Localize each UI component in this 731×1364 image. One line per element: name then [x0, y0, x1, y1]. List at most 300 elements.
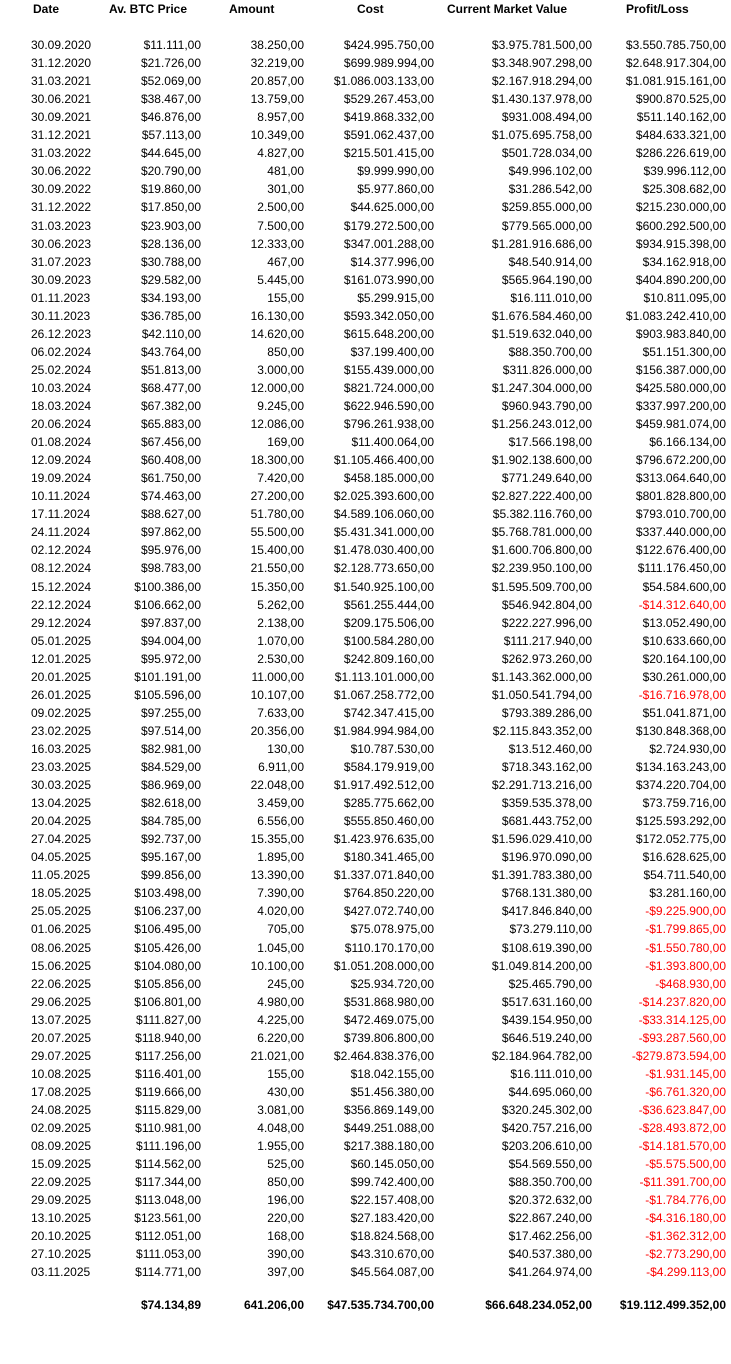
cell-current-market-value: $203.206.610,00	[501, 1139, 592, 1153]
cell-av-btc-price: $29.582,00	[140, 273, 201, 287]
cell-av-btc-price: $99.856,00	[140, 868, 201, 882]
cell-amount: 5.262,00	[257, 598, 304, 612]
cell-av-btc-price: $86.969,00	[140, 778, 201, 792]
cell-amount: 2.530,00	[257, 652, 304, 666]
cell-profit-loss: $111.176.450,00	[637, 561, 726, 575]
table-row	[0, 361, 731, 379]
cell-current-market-value: $88.350.700,00	[508, 1175, 592, 1189]
cell-amount: 20.857,00	[250, 74, 304, 88]
cell-current-market-value: $311.826.000,00	[502, 363, 592, 377]
cell-profit-loss: $30.261.000,00	[642, 670, 726, 684]
cell-amount: 169,00	[267, 435, 304, 449]
cell-current-market-value: $1.676.584.460,00	[491, 309, 592, 323]
cell-cost: $22.157.408,00	[350, 1193, 434, 1207]
cell-profit-loss: $34.162.918,00	[642, 255, 726, 269]
cell-cost: $60.145.050,00	[350, 1157, 434, 1171]
cell-current-market-value: $718.343.162,00	[501, 760, 592, 774]
cell-current-market-value: $546.942.804,00	[501, 598, 592, 612]
table-row	[0, 1101, 731, 1119]
cell-av-btc-price: $30.788,00	[140, 255, 201, 269]
cell-amount: 3.459,00	[257, 796, 304, 810]
cell-cost: $699.989.994,00	[343, 56, 434, 70]
cell-profit-loss: $484.633.321,00	[635, 128, 726, 142]
cell-cost: $555.850.460,00	[343, 814, 434, 828]
cell-date: 27.10.2025	[31, 1247, 92, 1261]
table-row	[0, 289, 731, 307]
cell-av-btc-price: $68.477,00	[140, 381, 201, 395]
cell-av-btc-price: $113.048,00	[135, 1193, 201, 1207]
cell-av-btc-price: $82.981,00	[140, 742, 201, 756]
cell-amount: 2.138,00	[257, 616, 304, 630]
cell-profit-loss: $51.151.300,00	[642, 345, 726, 359]
cell-cost: $179.272.500,00	[343, 219, 434, 233]
cell-cost: $458.185.000,00	[343, 471, 434, 485]
cell-av-btc-price: $97.837,00	[140, 616, 201, 630]
table-row	[0, 1227, 731, 1245]
cell-profit-loss: -$1.550.780,00	[645, 941, 726, 955]
cell-date: 25.02.2024	[31, 363, 92, 377]
cell-current-market-value: $359.535.378,00	[501, 796, 592, 810]
cell-cost: $561.255.444,00	[343, 598, 434, 612]
cell-av-btc-price: $34.193,00	[140, 291, 201, 305]
cell-amount: 168,00	[267, 1229, 304, 1243]
table-row	[0, 433, 731, 451]
cell-amount: 10.349,00	[250, 128, 304, 142]
cell-profit-loss: $374.220.704,00	[635, 778, 726, 792]
table-row	[0, 830, 731, 848]
cell-cost: $2.464.838.376,00	[333, 1049, 434, 1063]
cell-av-btc-price: $111.196,00	[136, 1139, 201, 1153]
table-row	[0, 415, 731, 433]
cell-cost: $2.025.393.600,00	[333, 489, 434, 503]
cell-profit-loss: $1.081.915.161,00	[625, 74, 726, 88]
cell-date: 22.12.2024	[31, 598, 92, 612]
cell-profit-loss: $900.870.525,00	[635, 92, 726, 106]
cell-date: 18.03.2024	[31, 399, 92, 413]
cell-amount: 220,00	[267, 1211, 304, 1225]
cell-av-btc-price: $67.382,00	[140, 399, 201, 413]
table-row	[0, 1029, 731, 1047]
cell-profit-loss: -$36.623.847,00	[638, 1103, 726, 1117]
table-row	[0, 939, 731, 957]
cell-profit-loss: $125.593.292,00	[635, 814, 726, 828]
cell-profit-loss: -$9.225.900,00	[645, 904, 726, 918]
cell-profit-loss: -$28.493.872,00	[638, 1121, 726, 1135]
cell-cost: $1.540.925.100,00	[333, 580, 434, 594]
cell-amount: 196,00	[267, 1193, 304, 1207]
cell-current-market-value: $16.111.010,00	[510, 1067, 592, 1081]
cell-current-market-value: $565.964.190,00	[501, 273, 592, 287]
cell-date: 20.10.2025	[31, 1229, 92, 1243]
cell-cost: $110.170.170,00	[344, 941, 434, 955]
cell-current-market-value: $259.855.000,00	[501, 200, 592, 214]
cell-av-btc-price: $38.467,00	[140, 92, 201, 106]
cell-profit-loss: $2.724.930,00	[649, 742, 726, 756]
cell-cost: $591.062.437,00	[343, 128, 434, 142]
cell-profit-loss: $54.711.540,00	[643, 868, 726, 882]
table-row	[0, 523, 731, 541]
cell-profit-loss: -$33.314.125,00	[638, 1013, 726, 1027]
cell-av-btc-price: $52.069,00	[140, 74, 201, 88]
table-row	[0, 72, 731, 90]
cell-date: 10.08.2025	[31, 1067, 92, 1081]
cell-current-market-value: $17.566.198,00	[508, 435, 592, 449]
cell-profit-loss: -$5.575.500,00	[645, 1157, 726, 1171]
cell-amount: 705,00	[267, 922, 304, 936]
cell-cost: $529.267.453,00	[343, 92, 434, 106]
cell-current-market-value: $1.281.916.686,00	[491, 237, 592, 251]
cell-av-btc-price: $97.255,00	[140, 706, 201, 720]
cell-current-market-value: $1.075.695.758,00	[491, 128, 592, 142]
cell-amount: 850,00	[267, 1175, 304, 1189]
cell-cost: $4.589.106.060,00	[333, 507, 434, 521]
cell-date: 17.08.2025	[31, 1085, 92, 1099]
cell-cost: $1.086.003.133,00	[333, 74, 434, 88]
table-row	[0, 271, 731, 289]
table-row	[0, 487, 731, 505]
cell-current-market-value: $517.631.160,00	[501, 995, 592, 1009]
table-row	[0, 343, 731, 361]
header-profit-loss: Profit/Loss	[626, 2, 689, 16]
cell-cost: $155.439.000,00	[343, 363, 434, 377]
cell-current-market-value: $5.768.781.000,00	[491, 525, 592, 539]
cell-profit-loss: -$93.287.560,00	[638, 1031, 726, 1045]
table-row	[0, 902, 731, 920]
cell-amount: 22.048,00	[250, 778, 304, 792]
cell-cost: $419.868.332,00	[343, 110, 434, 124]
cell-amount: 130,00	[267, 742, 304, 756]
cell-av-btc-price: $110.981,00	[135, 1121, 201, 1135]
cell-cost: $14.377.996,00	[350, 255, 434, 269]
cell-date: 31.03.2021	[31, 74, 92, 88]
cell-amount: 481,00	[267, 164, 304, 178]
cell-cost: $427.072.740,00	[343, 904, 434, 918]
cell-av-btc-price: $42.110,00	[141, 327, 201, 341]
cell-av-btc-price: $84.785,00	[140, 814, 201, 828]
cell-current-market-value: $17.462.256,00	[508, 1229, 592, 1243]
cell-profit-loss: $122.676.400,00	[635, 543, 726, 557]
cell-date: 20.07.2025	[31, 1031, 92, 1045]
cell-current-market-value: $108.619.390,00	[501, 941, 592, 955]
cell-av-btc-price: $74.463,00	[140, 489, 201, 503]
cell-current-market-value: $1.391.783.380,00	[491, 868, 592, 882]
cell-current-market-value: $40.537.380,00	[508, 1247, 592, 1261]
cell-profit-loss: $459.981.074,00	[635, 417, 726, 431]
table-row	[0, 1245, 731, 1263]
table-row	[0, 1155, 731, 1173]
table-row	[0, 1173, 731, 1191]
cell-av-btc-price: $97.514,00	[140, 724, 201, 738]
cell-date: 12.01.2025	[31, 652, 92, 666]
cell-av-btc-price: $114.562,00	[135, 1157, 201, 1171]
cell-profit-loss: -$279.873.594,00	[631, 1049, 726, 1063]
cell-date: 31.12.2022	[31, 200, 92, 214]
cell-amount: 525,00	[267, 1157, 304, 1171]
cell-cost: $11.400.064,00	[351, 435, 434, 449]
cell-current-market-value: $1.595.509.700,00	[491, 580, 592, 594]
cell-amount: 3.000,00	[257, 363, 304, 377]
cell-cost: $180.341.465,00	[343, 850, 434, 864]
cell-av-btc-price: $105.426,00	[134, 941, 201, 955]
cell-av-btc-price: $101.191,00	[134, 670, 201, 684]
cell-cost: $37.199.400,00	[350, 345, 434, 359]
cell-date: 25.05.2025	[31, 904, 92, 918]
cell-cost: $593.342.050,00	[343, 309, 434, 323]
cell-date: 30.03.2025	[31, 778, 92, 792]
cell-av-btc-price: $117.344,00	[135, 1175, 201, 1189]
table-row	[0, 1065, 731, 1083]
cell-profit-loss: $425.580.000,00	[635, 381, 726, 395]
cell-amount: 10.100,00	[250, 959, 304, 973]
cell-profit-loss: $903.983.840,00	[635, 327, 726, 341]
table-row	[0, 1083, 731, 1101]
cell-amount: 1.895,00	[257, 850, 304, 864]
header-amount: Amount	[229, 2, 275, 16]
cell-current-market-value: $771.249.640,00	[501, 471, 592, 485]
cell-av-btc-price: $104.080,00	[134, 959, 201, 973]
cell-date: 31.07.2023	[31, 255, 92, 269]
table-row	[0, 1209, 731, 1227]
cell-current-market-value: $54.569.550,00	[508, 1157, 592, 1171]
table-row	[0, 541, 731, 559]
cell-date: 02.12.2024	[31, 543, 92, 557]
cell-current-market-value: $20.372.632,00	[508, 1193, 592, 1207]
cell-current-market-value: $1.902.138.600,00	[491, 453, 592, 467]
cell-cost: $1.113.101.000,00	[334, 670, 434, 684]
cell-date: 30.09.2020	[31, 38, 92, 52]
table-row	[0, 235, 731, 253]
cell-current-market-value: $420.757.216,00	[501, 1121, 592, 1135]
cell-cost: $531.868.980,00	[343, 995, 434, 1009]
cell-profit-loss: $215.230.000,00	[635, 200, 726, 214]
cell-amount: 397,00	[267, 1265, 304, 1279]
cell-av-btc-price: $95.972,00	[140, 652, 201, 666]
table-row	[0, 253, 731, 271]
cell-cost: $622.946.590,00	[343, 399, 434, 413]
cell-cost: $10.787.530,00	[350, 742, 434, 756]
cell-profit-loss: -$1.784.776,00	[645, 1193, 726, 1207]
cell-cost: $27.183.420,00	[350, 1211, 434, 1225]
header-av-btc-price: Av. BTC Price	[109, 2, 188, 16]
table-row	[0, 451, 731, 469]
cell-date: 01.06.2025	[31, 922, 92, 936]
table-row	[0, 90, 731, 108]
cell-current-market-value: $222.227.996,00	[501, 616, 592, 630]
table-row	[0, 776, 731, 794]
cell-av-btc-price: $43.764,00	[140, 345, 201, 359]
cell-profit-loss: $39.996.112,00	[643, 164, 726, 178]
cell-cost: $5.977.860,00	[357, 182, 434, 196]
cell-profit-loss: $20.164.100,00	[642, 652, 726, 666]
cell-av-btc-price: $84.529,00	[140, 760, 201, 774]
cell-av-btc-price: $57.113,00	[141, 128, 201, 142]
table-row	[0, 379, 731, 397]
cell-cost: $1.067.258.772,00	[333, 688, 434, 702]
cell-av-btc-price: $111.827,00	[136, 1013, 201, 1027]
cell-cost: $615.648.200,00	[343, 327, 434, 341]
cell-current-market-value: $1.143.362.000,00	[491, 670, 592, 684]
cell-cost: $742.347.415,00	[343, 706, 434, 720]
cell-av-btc-price: $60.408,00	[140, 453, 201, 467]
cell-date: 13.10.2025	[31, 1211, 92, 1225]
cell-av-btc-price: $123.561,00	[134, 1211, 201, 1225]
cell-current-market-value: $931.008.494,00	[501, 110, 592, 124]
cell-current-market-value: $2.291.713.216,00	[491, 778, 592, 792]
table-row	[0, 866, 731, 884]
cell-current-market-value: $501.728.034,00	[501, 146, 592, 160]
cell-cost: $9.999.990,00	[357, 164, 434, 178]
cell-current-market-value: $439.154.950,00	[501, 1013, 592, 1027]
cell-current-market-value: $111.217.940,00	[503, 634, 592, 648]
cell-av-btc-price: $21.726,00	[140, 56, 201, 70]
cell-av-btc-price: $51.813,00	[140, 363, 201, 377]
cell-cost: $1.105.466.400,00	[333, 453, 434, 467]
cell-profit-loss: -$2.773.290,00	[645, 1247, 726, 1261]
cell-av-btc-price: $106.801,00	[134, 995, 201, 1009]
cell-cost: $45.564.087,00	[350, 1265, 434, 1279]
cell-current-market-value: $13.512.460,00	[508, 742, 592, 756]
table-row	[0, 162, 731, 180]
cell-amount: 18.300,00	[250, 453, 304, 467]
cell-current-market-value: $1.600.706.800,00	[491, 543, 592, 557]
cell-av-btc-price: $20.790,00	[140, 164, 201, 178]
table-row	[0, 217, 731, 235]
cell-date: 20.01.2025	[31, 670, 92, 684]
cell-av-btc-price: $92.737,00	[140, 832, 201, 846]
cell-current-market-value: $3.348.907.298,00	[491, 56, 592, 70]
cell-current-market-value: $3.975.781.500,00	[491, 38, 592, 52]
cell-date: 01.08.2024	[31, 435, 92, 449]
cell-profit-loss: $54.584.600,00	[642, 580, 726, 594]
cell-amount: 21.550,00	[250, 561, 304, 575]
table-row	[0, 704, 731, 722]
cell-cost: $99.742.400,00	[350, 1175, 434, 1189]
cell-date: 15.09.2025	[31, 1157, 92, 1171]
cell-profit-loss: $73.759.716,00	[642, 796, 726, 810]
cell-amount: 7.390,00	[257, 886, 304, 900]
cell-cost: $25.934.720,00	[350, 977, 434, 991]
cell-cost: $215.501.415,00	[343, 146, 434, 160]
cell-amount: 4.020,00	[257, 904, 304, 918]
cell-current-market-value: $2.239.950.100,00	[491, 561, 592, 575]
cell-amount: 9.245,00	[257, 399, 304, 413]
cell-av-btc-price: $95.976,00	[140, 543, 201, 557]
cell-amount: 38.250,00	[250, 38, 304, 52]
cell-amount: 15.350,00	[250, 580, 304, 594]
cell-amount: 27.200,00	[250, 489, 304, 503]
total-profit-loss: $19.112.499.352,00	[619, 1298, 726, 1312]
cell-current-market-value: $31.286.542,00	[508, 182, 592, 196]
cell-current-market-value: $16.111.010,00	[510, 291, 592, 305]
table-row	[0, 325, 731, 343]
cell-av-btc-price: $106.237,00	[134, 904, 201, 918]
cell-profit-loss: $600.292.500,00	[635, 219, 726, 233]
cell-date: 13.07.2025	[31, 1013, 92, 1027]
cell-current-market-value: $44.695.060,00	[508, 1085, 592, 1099]
cell-av-btc-price: $119.666,00	[135, 1085, 201, 1099]
cell-av-btc-price: $17.850,00	[140, 200, 201, 214]
cell-av-btc-price: $105.856,00	[134, 977, 201, 991]
cell-cost: $51.456.380,00	[350, 1085, 434, 1099]
cell-current-market-value: $1.256.243.012,00	[491, 417, 592, 431]
cell-av-btc-price: $106.662,00	[134, 598, 201, 612]
cell-profit-loss: $2.648.917.304,00	[625, 56, 726, 70]
cell-amount: 4.827,00	[257, 146, 304, 160]
table-row	[0, 36, 731, 54]
cell-cost: $449.251.088,00	[343, 1121, 434, 1135]
cell-cost: $209.175.506,00	[343, 616, 434, 630]
cell-cost: $18.042.155,00	[350, 1067, 434, 1081]
cell-cost: $242.809.160,00	[343, 652, 434, 666]
cell-av-btc-price: $11.111,00	[143, 38, 201, 52]
cell-profit-loss: -$1.799.865,00	[645, 922, 726, 936]
cell-date: 24.11.2024	[31, 525, 91, 539]
cell-date: 10.03.2024	[31, 381, 92, 395]
cell-date: 08.09.2025	[31, 1139, 92, 1153]
cell-date: 30.06.2022	[31, 164, 92, 178]
table-row	[0, 650, 731, 668]
cell-av-btc-price: $19.860,00	[140, 182, 201, 196]
cell-av-btc-price: $44.645,00	[140, 146, 201, 160]
cell-cost: $764.850.220,00	[343, 886, 434, 900]
cell-amount: 245,00	[267, 977, 304, 991]
cell-amount: 4.225,00	[257, 1013, 304, 1027]
cell-current-market-value: $88.350.700,00	[508, 345, 592, 359]
cell-cost: $75.078.975,00	[350, 922, 434, 936]
table-row	[0, 126, 731, 144]
cell-cost: $796.261.938,00	[343, 417, 434, 431]
cell-amount: 14.620,00	[250, 327, 304, 341]
cell-profit-loss: $3.281.160,00	[649, 886, 726, 900]
table-row	[0, 993, 731, 1011]
table-row	[0, 1047, 731, 1065]
table-row	[0, 1137, 731, 1155]
cell-amount: 10.107,00	[250, 688, 304, 702]
cell-amount: 6.911,00	[258, 760, 304, 774]
cell-profit-loss: $796.672.200,00	[635, 453, 726, 467]
cell-current-market-value: $960.943.790,00	[501, 399, 592, 413]
cell-current-market-value: $25.465.790,00	[508, 977, 592, 991]
cell-amount: 3.081,00	[257, 1103, 304, 1117]
cell-amount: 6.556,00	[257, 814, 304, 828]
cell-cost: $217.388.180,00	[343, 1139, 434, 1153]
table-row	[0, 505, 731, 523]
cell-profit-loss: $934.915.398,00	[635, 237, 726, 251]
cell-av-btc-price: $94.004,00	[140, 634, 201, 648]
table-row	[0, 632, 731, 650]
table-row	[0, 54, 731, 72]
cell-current-market-value: $1.247.304.000,00	[491, 381, 592, 395]
cell-current-market-value: $1.050.541.794,00	[491, 688, 592, 702]
cell-date: 30.09.2023	[31, 273, 92, 287]
cell-date: 05.01.2025	[31, 634, 92, 648]
cell-amount: 55.500,00	[250, 525, 304, 539]
cell-amount: 301,00	[267, 182, 304, 196]
cell-cost: $2.128.773.650,00	[333, 561, 434, 575]
cell-cost: $1.051.208.000,00	[333, 959, 434, 973]
cell-amount: 155,00	[267, 291, 304, 305]
cell-amount: 32.219,00	[250, 56, 304, 70]
cell-date: 23.03.2025	[31, 760, 92, 774]
cell-av-btc-price: $103.498,00	[134, 886, 201, 900]
table-row	[0, 198, 731, 216]
cell-date: 13.04.2025	[31, 796, 92, 810]
cell-av-btc-price: $112.051,00	[135, 1229, 201, 1243]
cell-profit-loss: $313.064.640,00	[635, 471, 726, 485]
cell-amount: 2.500,00	[257, 200, 304, 214]
cell-amount: 13.390,00	[250, 868, 304, 882]
cell-date: 31.03.2022	[31, 146, 92, 160]
